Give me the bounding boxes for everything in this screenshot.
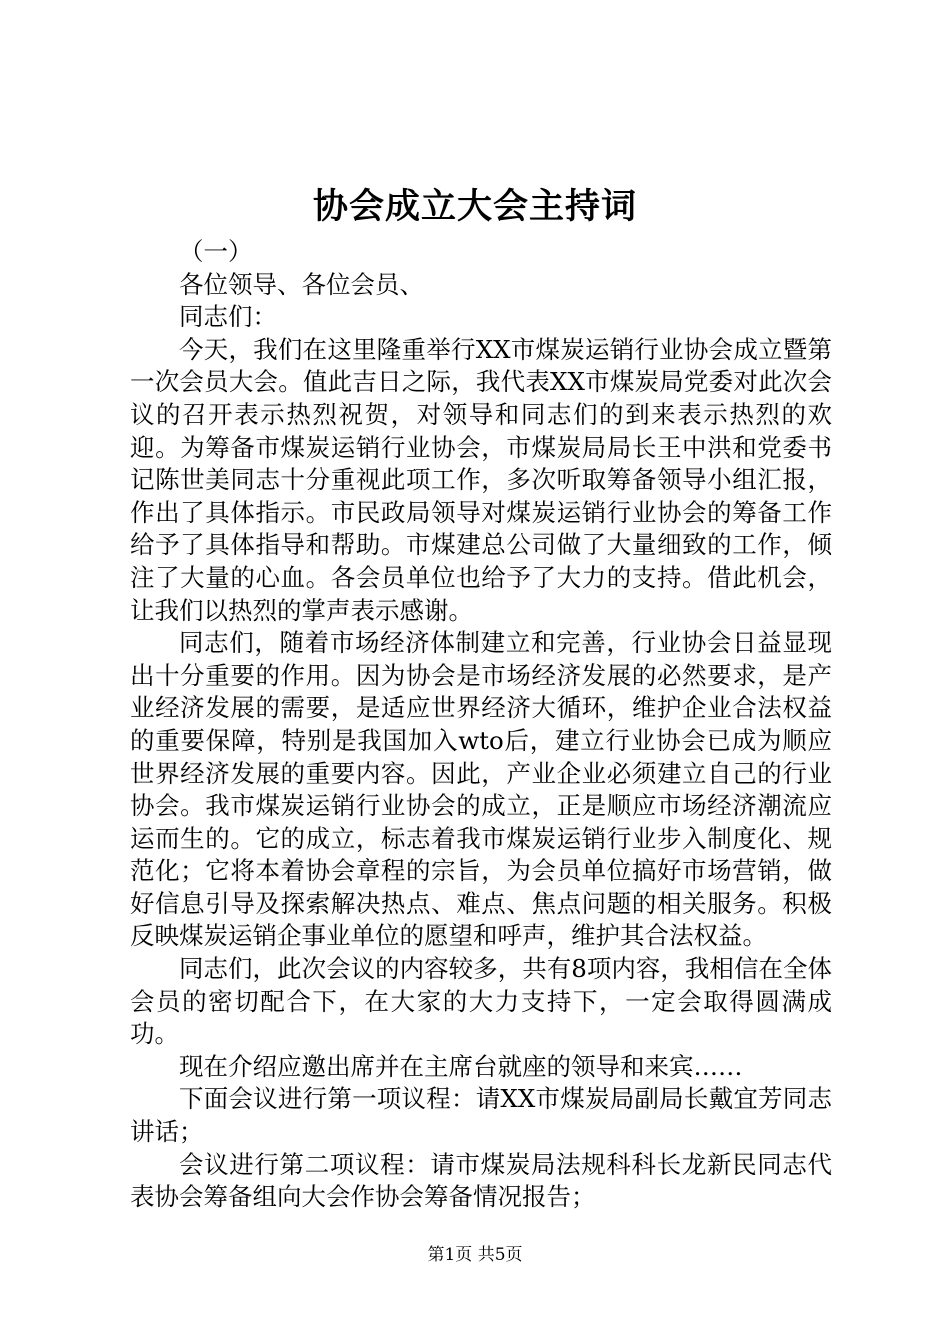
body-paragraph: 现在介绍应邀出席并在主席台就座的领导和来宾……: [179, 1051, 743, 1081]
body-paragraph: 同志们，随着市场经济体制建立和完善，行业协会日益显现出十分重要的作用。因为协会是市场经济发展的必然要求，是产业经济发展的需要，是适应世界经济大循环，维护企业合法权益的重要保障，特别是我国加入wto后，建立行业协会已成为顺应世界经济发展的重要内容。因此，产业企业必须建立自己的行业协会。我市煤炭运销行业协会的成立，正是顺应市场经济潮流应运而生的。它的成立，标志着我市煤炭运销行业步入制度化、规范化；它将本着协会章程的宗旨，为会员单位搞好市场营销，做好信息引导及探索解决热点、难点、焦点问题的相关服务。积极反映煤炭运销企事业单位的愿望和呼声，维护其合法权益。: [130, 628, 832, 951]
page-footer: 第1页 共5页: [427, 1245, 523, 1265]
salutation-line: 各位领导、各位会员、: [179, 269, 424, 299]
document-body: [130, 236, 832, 1214]
section-number: （一）: [179, 237, 253, 266]
salutation-line: 同志们：: [179, 302, 277, 332]
body-paragraph: 同志们，此次会议的内容较多，共有8项内容，我相信在全体会员的密切配合下，在大家的大力支持下，一定会取得圆满成功。: [130, 954, 832, 1049]
document-title: 协会成立大会主持词: [312, 186, 637, 227]
body-paragraph: 下面会议进行第一项议程：请XX市煤炭局副局长戴宜芳同志讲话；: [130, 1084, 832, 1147]
body-paragraph: 会议进行第二项议程：请市煤炭局法规科科长龙新民同志代表协会筹备组向大会作协会筹备情况报告；: [130, 1149, 832, 1212]
body-paragraph: 今天，我们在这里隆重举行XX市煤炭运销行业协会成立暨第一次会员大会。值此吉日之际，我代表XX市煤炭局党委对此次会议的召开表示热烈祝贺，对领导和同志们的到来表示热烈的欢迎。为筹备市煤炭运销行业协会，市煤炭局局长王中洪和党委书记陈世美同志十分重视此项工作，多次听取筹备领导小组汇报，作出了具体指示。市民政局领导对煤炭运销行业协会的筹备工作给予了具体指导和帮助。市煤建总公司做了大量细致的工作，倾注了大量的心血。各会员单位也给予了大力的支持。借此机会，让我们以热烈的掌声表示感谢。: [130, 334, 832, 625]
